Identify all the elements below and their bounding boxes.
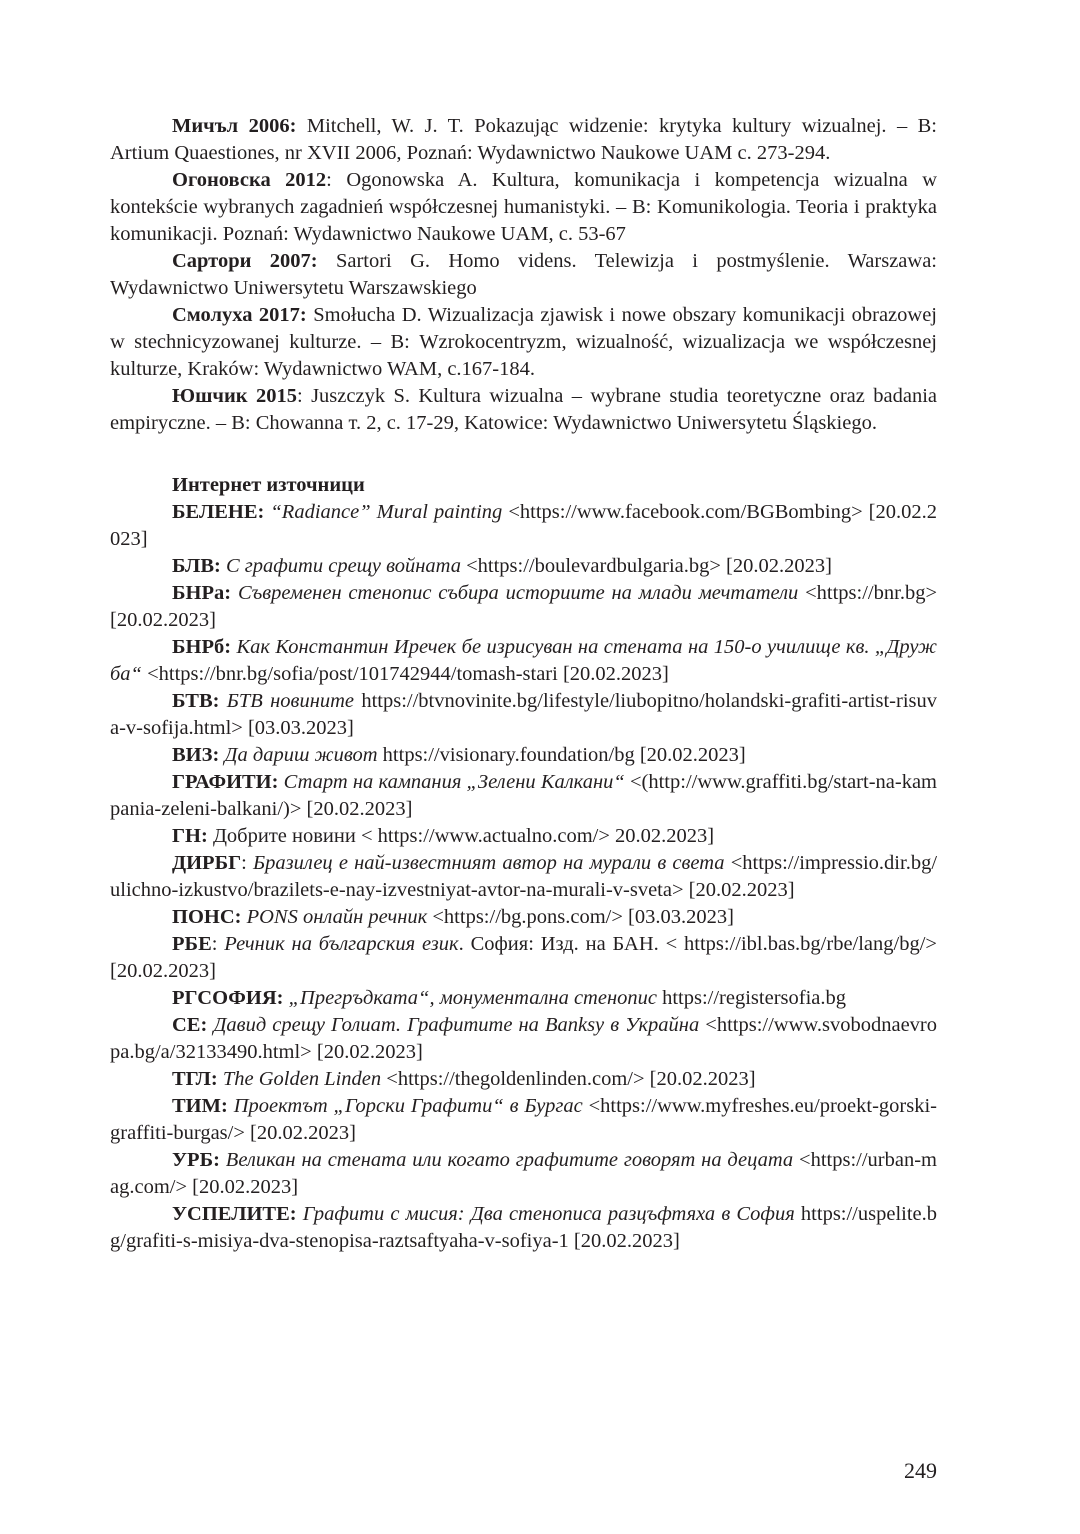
internet-source-entry xyxy=(110,823,937,850)
entry-sep: : xyxy=(241,852,247,874)
entry-link[interactable]: <https://bnr.bg/sofia/post/101742944/tomash-stari [20.02.2023] xyxy=(141,663,669,685)
entry-key: ГН: xyxy=(172,825,208,847)
internet-source-entry xyxy=(110,769,937,823)
bibliography-entry xyxy=(110,248,937,302)
entry-key: БНРа: xyxy=(172,582,232,604)
bibliography-entry xyxy=(110,302,937,383)
entry-key: Огоновска 2012 xyxy=(172,169,327,191)
bibliography-list xyxy=(110,113,937,437)
entry-link[interactable]: <(http://www.graffiti.bg/start-na-kampania-zeleni-balkani/)> [20.02.2023] xyxy=(110,771,937,820)
entry-key: ТИМ: xyxy=(172,1095,228,1117)
internet-source-entry xyxy=(110,1066,937,1093)
entry-text: Ogonowska A. Kultura, komunikacja i kompetencja wizualna w kontekście wybranych zagadnień współczesnej humanistyki. – В: Komunikologia. Teoria i praktyka komunikacji. Poznań: Wydawnictwo Naukowe UAM, с. 53-67 xyxy=(110,169,938,245)
entry-sep: : xyxy=(326,169,332,191)
entry-link[interactable]: https://btvnovinite.bg/lifestyle/liubopitno/holandski-grafiti-artist-risuva-v-sofija.html> [03.03.2023] xyxy=(110,690,937,739)
entry-key: БНРб: xyxy=(172,636,232,658)
entry-key: ВИЗ: xyxy=(172,744,220,766)
entry-title: С графити срещу войната xyxy=(225,555,461,577)
entry-link[interactable]: https://uspelite.bg/grafiti-s-misiya-dva-stenopisa-raztsaftyaha-v-sofiya-1 [20.02.2023] xyxy=(110,1203,938,1252)
entry-key: Мичъл 2006: xyxy=(172,115,297,137)
entry-title: Да дариш живот xyxy=(224,744,378,766)
entry-link[interactable]: . София: Изд. на БАН. < https://ibl.bas.bg/rbe/lang/bg/> [20.02.2023] xyxy=(110,933,937,982)
entry-title: “Radiance” Mural painting xyxy=(270,501,503,523)
internet-source-entry xyxy=(110,1012,937,1066)
section-heading-internet-sources: Интернет източници xyxy=(172,474,365,496)
internet-source-entry xyxy=(110,904,937,931)
bibliography-entry xyxy=(110,167,937,248)
page-body xyxy=(110,113,937,1255)
entry-link[interactable]: <https://urban-mag.com/> [20.02.2023] xyxy=(110,1149,937,1198)
entry-link[interactable]: <https://www.svobodnaevropa.bg/a/32133490.html> [20.02.2023] xyxy=(110,1014,938,1063)
internet-source-entry xyxy=(110,931,937,985)
entry-link[interactable]: <https://impressio.dir.bg/ulichno-izkustvo/brazilets-e-nay-izvestniyat-avtor-na-murali-v-sveta> [20.02.2023] xyxy=(110,852,938,901)
entry-title: Как Константин Иречек бе изрисуван на стената на 150-о училище кв. „Дружба“ xyxy=(110,636,937,685)
entry-title: PONS онлайн речник xyxy=(246,906,428,928)
entry-sep: : xyxy=(211,933,218,955)
entry-text: Sartori G. Homo videns. Telewizja i postmyślenie. Warszawa: Wydawnictwo Uniwersytetu Warszawskiego xyxy=(110,250,938,299)
entry-key: РГСОФИЯ: xyxy=(172,987,284,1009)
entry-key: СЕ: xyxy=(172,1014,208,1036)
entry-key: РБЕ xyxy=(172,933,212,955)
entry-key: БЛВ: xyxy=(172,555,221,577)
internet-source-entry xyxy=(110,850,937,904)
entry-title: БТВ новините xyxy=(226,690,355,712)
entry-title: Проектът „Горски Графити“ в Бургас xyxy=(233,1095,583,1117)
entry-title: Давид срещу Голиат. Графитите на Banksy в Украйна xyxy=(213,1014,700,1036)
entry-key: УРБ: xyxy=(172,1149,220,1171)
internet-source-entry xyxy=(110,634,937,688)
entry-link[interactable]: https://registersofia.bg xyxy=(656,987,846,1009)
entry-key: ГРАФИТИ: xyxy=(172,771,279,793)
entry-link[interactable]: <https://www.myfreshes.eu/proekt-gorski-graffiti-burgas/> [20.02.2023] xyxy=(110,1095,937,1144)
entry-key: Сартори 2007: xyxy=(172,250,318,272)
entry-link[interactable]: <https://www.facebook.com/BGBombing> [20.02.2023] xyxy=(110,501,937,550)
entry-link[interactable]: Добрите новини < https://www.actualno.com/> 20.02.2023] xyxy=(212,825,715,847)
entry-title: Съвременен стенопис събира историите на млади мечтатели xyxy=(237,582,799,604)
bibliography-entry xyxy=(110,383,937,437)
internet-source-entry xyxy=(110,985,937,1012)
entry-title: Старт на кампания „Зелени Калкани“ xyxy=(283,771,625,793)
internet-source-entry xyxy=(110,553,937,580)
entry-text: Juszczyk S. Kultura wizualna – wybrane studia teoretyczne oraz badania empiryczne. – В: Chowanna т. 2, с. 17-29, Katowice: Wydawnictwo Uniwersytetu Śląskiego. xyxy=(110,385,937,434)
entry-key: ТГЛ: xyxy=(172,1068,218,1090)
internet-sources-list xyxy=(110,499,937,1255)
entry-text: Smołucha D. Wizualizacja zjawisk i nowe obszary komunikacji obrazowej w stechnicyzowanej kulturze. – В: Wzrokocentryzm, wizualność, wizualizacja we współczesnej kulturze, Kraków: Wydawnictwo WAM, с.167-184. xyxy=(110,304,937,380)
entry-link[interactable]: <https://bg.pons.com/> [03.03.2023] xyxy=(427,906,734,928)
entry-key: ДИРБГ xyxy=(172,852,242,874)
entry-title: Графити с мисия: Два стенописа разцъфтяха в София xyxy=(302,1203,795,1225)
entry-title: Бразилец е най-известният автор на мурали в света xyxy=(253,852,725,874)
entry-link[interactable]: <https://boulevardbulgaria.bg> [20.02.2023] xyxy=(460,555,832,577)
entry-title: „Прегръдката“, монументална стенопис xyxy=(288,987,657,1009)
internet-source-entry xyxy=(110,499,937,553)
entry-link[interactable]: https://visionary.foundation/bg [20.02.2023] xyxy=(377,744,746,766)
bibliography-entry xyxy=(110,113,937,167)
internet-source-entry xyxy=(110,1201,937,1255)
internet-source-entry xyxy=(110,1093,937,1147)
entry-key: ПОНС: xyxy=(172,906,242,928)
entry-key: УСПЕЛИТЕ: xyxy=(172,1203,297,1225)
entry-text: Mitchell, W. J. T. Pokazując widzenie: krytyka kultury wizualnej. – В: Artium Quaestiones, nr XVII 2006, Poznań: Wydawnictwo Naukowe UAM с. 273-294. xyxy=(110,115,937,164)
entry-title: The Golden Linden xyxy=(222,1068,382,1090)
entry-key: Юшчик 2015 xyxy=(172,385,297,407)
internet-source-entry xyxy=(110,1147,937,1201)
entry-link[interactable]: <https://bnr.bg> [20.02.2023] xyxy=(110,582,938,631)
entry-key: Смолуха 2017: xyxy=(172,304,307,326)
entry-pre xyxy=(231,582,238,604)
entry-key: БТВ: xyxy=(172,690,220,712)
entry-pre xyxy=(219,690,226,712)
entry-sep: : xyxy=(296,385,303,407)
entry-title: Великан на стената или когато графитите говорят на децата xyxy=(225,1149,794,1171)
page-number: 249 xyxy=(904,1458,937,1483)
internet-source-entry xyxy=(110,742,937,769)
entry-link[interactable]: <https://thegoldenlinden.com/> [20.02.2023] xyxy=(381,1068,756,1090)
internet-source-entry xyxy=(110,688,937,742)
entry-key: БЕЛЕНЕ: xyxy=(172,501,265,523)
entry-title: Речник на българския език xyxy=(224,933,459,955)
internet-source-entry xyxy=(110,580,937,634)
